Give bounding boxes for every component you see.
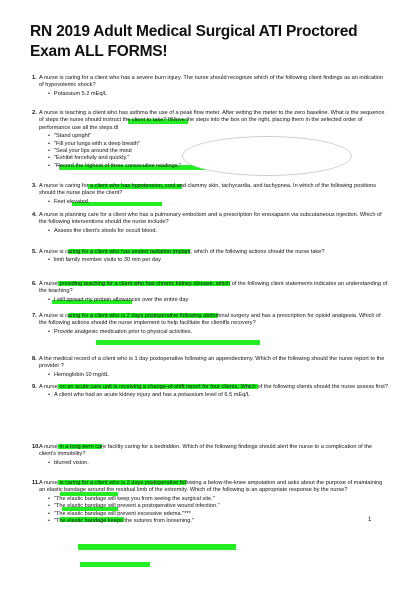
- question-number: 2.: [32, 110, 37, 116]
- answer-item: • I will spread my protein allowances over the entire day: [54, 297, 388, 304]
- question-10: [32, 444, 388, 467]
- question-stem: A nurse providing teaching for a client who has chronic kidney disease. which of the following client statements indicates an understanding of the teaching?: [39, 281, 388, 295]
- answer-item: • "Seal your lips around the mout: [54, 148, 388, 155]
- answer-item: • "Fill your lungs with a deep breath": [54, 141, 388, 148]
- question-11: [32, 480, 388, 525]
- question-stem: A nurse in a long-term care facility caring for a bedridden. Which of the following findings should alert the nurse to a complication of the client's immobility?: [39, 444, 373, 458]
- highlight-mark: [78, 544, 236, 550]
- question-6: [32, 281, 388, 304]
- question-stem: A nurse is caring for a client who has hypotension, cool and clammy skin, tachycardia, and tachypnea. In which of the following positions should the nurse place the client?: [39, 183, 377, 197]
- question-number: 5.: [32, 249, 37, 255]
- question-number: 9.: [32, 384, 37, 390]
- question-number: 10.: [32, 444, 40, 450]
- answer-item: • Feet elevated.: [54, 199, 388, 206]
- answer-item: • blurred vision.: [54, 460, 388, 467]
- question-stem: A nurse is teaching a client who has asthma the use of a peak flow meter. After setting the meter to the zero baseline. What is the sequence of steps the nurse should instruct the client to take? ftMove the steps into the box on the right, placing them in the selected order of performance use all the steps.ttl: [39, 110, 385, 131]
- question-3: [32, 183, 388, 206]
- answer-item: • "The elastic bandage keeps the sutures from loosening.": [54, 518, 388, 525]
- answer-item: • Assess the client's stools for occult blood.: [54, 228, 388, 235]
- question-number: 7.: [32, 313, 37, 319]
- question-5: [32, 249, 388, 265]
- answer-item: • A client who had an acute kidney injury and has a potassium level of 6.5 mEq/L: [54, 392, 388, 399]
- answer-item: • "The elastic bandage will prevent a postoperative wound infection.": [54, 503, 388, 510]
- answer-item: • Potassium 5.2 mEq/L: [54, 91, 388, 98]
- highlight-mark: [96, 340, 260, 345]
- redaction-blot: [182, 136, 352, 176]
- question-number: 6.: [32, 281, 37, 287]
- answer-item: • Provide analgesic medication prior to physical activities.: [54, 329, 388, 336]
- question-number: 8.: [32, 356, 37, 362]
- question-9: [32, 384, 388, 400]
- answer-item: • "Record the highest of three consecutive readings.": [54, 163, 388, 170]
- question-stem: A nurse on an acute care unit is receiving a change-of-shift report for four clients. Which of the following clients should the nurse assess first?: [39, 384, 388, 390]
- question-stem: A nurse is planning care for a client who has a pulmonary embolism and a prescription for enoxaparin via subcutaneous injection. Which of the following interventions should the nurse include?: [39, 212, 382, 226]
- question-number: 3.: [32, 183, 37, 189]
- highlight-mark: [80, 562, 150, 567]
- question-8: [32, 356, 388, 379]
- answer-item: • limit family member visits to 30 min per day: [54, 257, 388, 264]
- page-number: 1: [368, 517, 372, 523]
- answer-item: • "Exhibit forcefully and quickly.": [54, 155, 388, 162]
- question-number: 1.: [32, 75, 37, 81]
- question-number: 4.: [32, 212, 37, 218]
- question-stem: A nurse is caring for a client who has sealed radiation implant. which of the following actions should the nurse take?: [39, 249, 325, 255]
- answer-item: • "Stand upright": [54, 133, 388, 140]
- question-stem: A the medical record of a client who is 1 day postoperative following an appendectomy. Which of the following should the nurse report to the provider ?: [39, 356, 385, 370]
- answer-item: • "The elastic bandage will keep you from seeing the surgical site.": [54, 496, 388, 503]
- question-stem: A nurse is caring for a client who has a severe burn injury. The nurse should recognize which of the following client findings as an indication of hypovolemic shock?: [39, 75, 384, 89]
- answer-item: • "The elastic bandage will prevent excessive edema."***: [54, 511, 388, 518]
- document-title: RN 2019 Adult Medical Surgical ATI Proctored Exam ALL FORMS!: [30, 23, 358, 60]
- question-number: 11.: [32, 480, 40, 486]
- question-7: [32, 313, 388, 336]
- question-1: [32, 75, 388, 98]
- question-stem: A nurse is caring for a client who is 2 days postoperative following a below-the-knee amputation and asks about the purpose of maintaining an elastic bandage around the residual limb of the extremity. Which of the following is an appropriate response by the nurse?: [39, 480, 383, 494]
- answer-item: • Hemoglobin 10 mg/dL: [54, 372, 388, 379]
- question-stem: A nurse is caring for a client who is 2 days postoperative following abdominal surgery and has a prescription for opioid analgesia. Which of the following actions should the nurse implement to help facilitate the clientfls recovery?: [39, 313, 381, 327]
- question-4: [32, 212, 388, 235]
